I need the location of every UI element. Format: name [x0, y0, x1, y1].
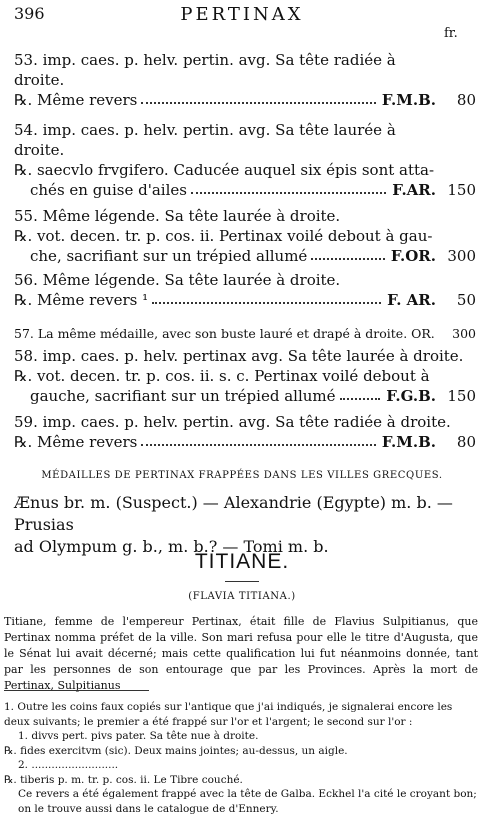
coin-entry: [14, 206, 476, 266]
entry-line: [14, 366, 476, 386]
coin-entry: [14, 346, 476, 406]
metal-grade: F.G.B.: [386, 387, 436, 405]
titiane-paragraph: Titiane, femme de l'empereur Pertinax, était fille de Flavius Sulpitianus, que Pertinax nomma préfet de la ville. Son mari refusa pour elle le titre d'Augusta, que le Sénat lui avait décerné; mais cette qualification lui fut néanmoins donnée, tant par les personnes de son entourage que par les Provinces. Après la mort de Pertinax, Sulpitianus: [4, 615, 478, 692]
coin-entry: [14, 270, 476, 310]
metal-grade: F.M.B.: [381, 433, 436, 451]
footnote-line: ℞. fides exercitvm (sic). Deux mains jointes; au-dessus, un aigle.: [4, 744, 348, 757]
titiane-subtitle: (FLAVIA TITIANA.): [188, 591, 296, 602]
coin-entry: [14, 320, 476, 344]
metal-grade: F.M.B.: [381, 91, 436, 109]
entry-line: [14, 346, 476, 366]
entry-line: [14, 120, 476, 140]
metal-grade: F.AR.: [392, 181, 436, 199]
entry-line: [14, 206, 476, 226]
greek-line: Ænus br. m. (Suspect.) — Alexandrie (Egypte) m. b. — Prusias: [14, 493, 453, 534]
coin-entry: [14, 50, 476, 110]
entry-line: [14, 290, 476, 310]
dot-leader: [152, 290, 381, 304]
entry-line: [14, 270, 476, 290]
entry-text: 57. La même médaille, avec son buste lauré et drapé à droite. OR.: [14, 326, 435, 341]
coin-entry: [14, 412, 476, 452]
footnote-divider: [4, 690, 149, 691]
entry-line: [14, 160, 476, 180]
entry-text: che, sacrifiant sur un trépied allumé: [30, 247, 308, 265]
dot-leader: [311, 246, 385, 260]
entry-text: ℞. Même revers: [14, 433, 138, 451]
entry-text: 59. imp. caes. p. helv. pertin. avg. Sa tête radiée à droite.: [14, 413, 451, 431]
price: 300: [452, 326, 476, 341]
entry-text: ℞. saecvlo frvgifero. Caducée auquel six épis sont atta-: [14, 161, 435, 179]
titiane-title: TITIANE.: [194, 550, 290, 573]
metal-grade: F. AR.: [387, 291, 436, 309]
entry-line: [14, 70, 476, 90]
greek-line: ad Olympum g. b., m. b.? — Tomi m. b.: [14, 537, 329, 556]
footnote-paragraph: 1. Outre les coins faux copiés sur l'antique que j'ai indiqués, je signalerai encore les deux suivants; le premier a été frappé sur l'or et l'argent; le second sur l'or :: [4, 701, 453, 728]
dot-leader: [340, 386, 381, 400]
entry-line: [14, 140, 476, 160]
entry-text: chés en guise d'ailes: [30, 181, 187, 199]
price: 80: [456, 433, 476, 451]
greek-section-text: [14, 492, 476, 558]
entry-text: droite.: [14, 71, 65, 89]
entry-text: gauche, sacrifiant sur un trépied allumé: [30, 387, 336, 405]
entry-line: [14, 386, 476, 406]
entry-line: [14, 412, 476, 432]
dot-leader: [191, 180, 386, 194]
price: 50: [456, 291, 476, 309]
running-title: PERTINAX: [180, 4, 304, 25]
footnote-line: ℞. tiberis p. m. tr. p. cos. ii. Le Tibre couché.: [4, 773, 243, 786]
entry-line: [14, 50, 476, 70]
entry-text: 56. Même légende. Sa tête laurée à droite.: [14, 271, 341, 289]
price: 300: [447, 247, 476, 265]
metal-grade: F.OR.: [390, 247, 436, 265]
currency-unit: fr.: [444, 26, 458, 41]
entry-text: droite.: [14, 141, 65, 159]
dot-leader: [141, 432, 376, 446]
entry-text: ℞. vot. decen. tr. p. cos. ii. s. c. Pertinax voilé debout à: [14, 367, 430, 385]
entry-text: ℞. vot. decen. tr. p. cos. ii. Pertinax voilé debout à gau-: [14, 227, 433, 245]
entry-line: [14, 324, 476, 344]
greek-section-heading: MÉDAILLES DE PERTINAX FRAPPÉES DANS LES VILLES GRECQUES.: [41, 470, 443, 481]
entry-text: ℞. Même revers ¹: [14, 291, 149, 309]
entry-line: [14, 90, 476, 110]
entry-text: 58. imp. caes. p. helv. pertinax avg. Sa tête laurée à droite.: [14, 347, 464, 365]
footnote-line: 2. ..........................: [18, 759, 119, 771]
price: 150: [447, 181, 476, 199]
entry-line: [14, 226, 476, 246]
entry-line: [14, 432, 476, 452]
entry-line: [14, 180, 476, 200]
divider: [225, 581, 259, 582]
price: 80: [456, 91, 476, 109]
entry-text: ℞. Même revers: [14, 91, 138, 109]
entry-text: 53. imp. caes. p. helv. pertin. avg. Sa tête radiée à: [14, 51, 396, 69]
entry-text: 55. Même légende. Sa tête laurée à droite.: [14, 207, 341, 225]
footnote-line: 1. divvs pert. pivs pater. Sa tête nue à droite.: [18, 730, 259, 742]
price: 150: [447, 387, 476, 405]
coin-entry: [14, 120, 476, 200]
footnote: [4, 700, 478, 816]
entry-line: [14, 246, 476, 266]
entry-text: 54. imp. caes. p. helv. pertin. avg. Sa tête laurée à: [14, 121, 396, 139]
footnote-paragraph: Ce revers a été également frappé avec la tête de Galba. Eckhel l'a cité le croyant bon; on le trouve aussi dans le catalogue de d'Ennery.: [18, 788, 477, 815]
dot-leader: [141, 90, 376, 104]
page-number: 396: [14, 4, 45, 23]
